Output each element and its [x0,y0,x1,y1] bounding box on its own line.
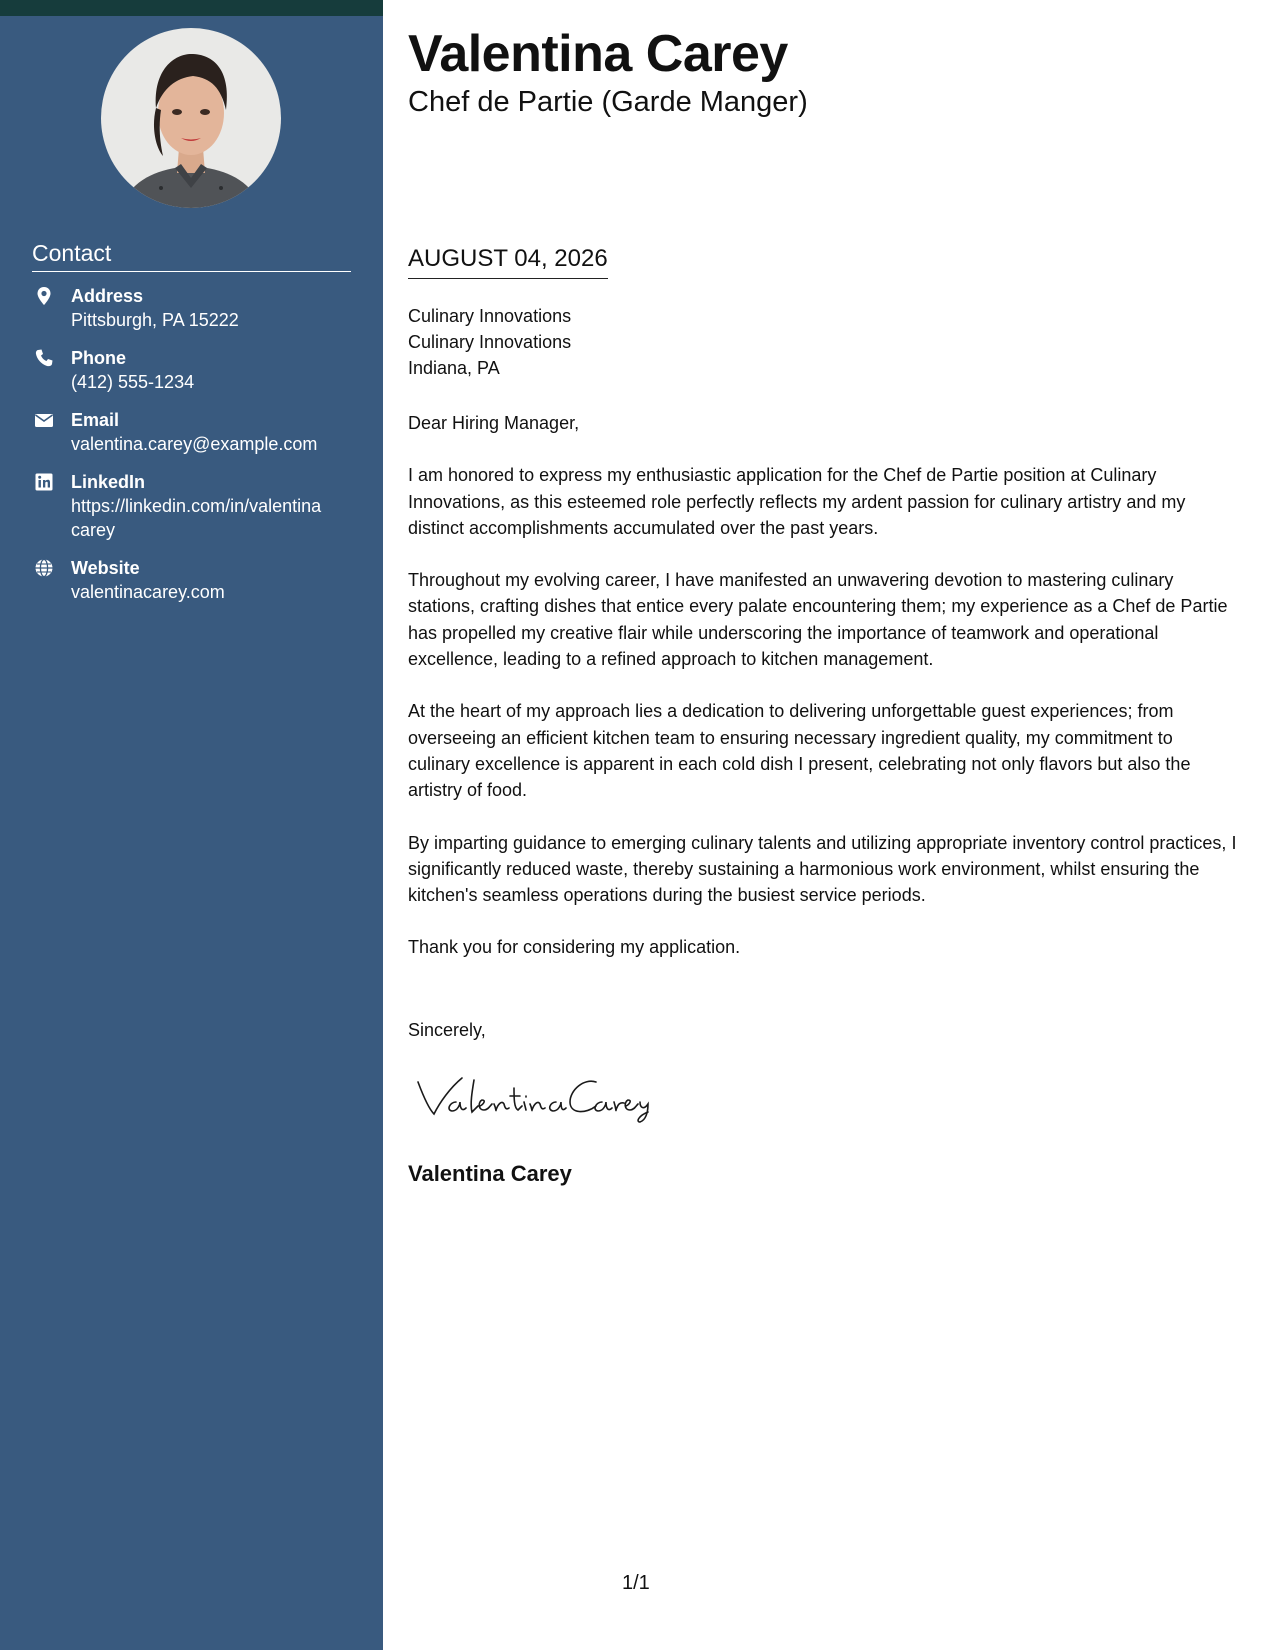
contact-heading: Contact [32,240,351,272]
envelope-icon [34,410,54,430]
letter-date: AUGUST 04, 2026 [408,244,608,279]
letter-body [408,410,1238,987]
body-paragraph: Thank you for considering my application. [408,937,741,958]
page-number: 1/1 [622,1572,650,1594]
contact-label: Website [71,558,140,578]
contact-value-continued[interactable]: carey [71,520,116,540]
salutation: Dear Hiring Manager, [408,413,580,433]
body-paragraph: I am honored to express my enthusiastic application for the Chef de Partie position at Culinary Innovations, as this esteemed role perfectly reflects my ardent passion for culinary artistry and my distinct accomplishments accumulated over the past years. [408,465,1186,538]
body-paragraph: By imparting guidance to emerging culinary talents and utilizing appropriate inventory control practices, I significantly reduced waste, thereby sustaining a harmonious work environment, whilst ensuring the kitchen's seamless operations during the busiest service periods. [408,832,1237,906]
contact-address [32,284,352,332]
contact-phone [32,346,352,394]
recipient-line: Culinary Innovations [408,306,572,326]
contact-label: LinkedIn [71,472,146,492]
phone-icon [34,348,54,368]
contact-label: Address [71,286,144,306]
contact-value[interactable]: valentina.carey@example.com [71,434,318,454]
linkedin-icon [34,472,54,492]
map-pin-icon [34,286,54,306]
contact-label: Phone [71,348,127,368]
signed-name: Valentina Carey [408,1161,572,1186]
body-paragraph: Throughout my evolving career, I have manifested an unwavering devotion to mastering culinary stations, crafting dishes that entice every palate encountering them; my experience as a Chef de Partie has propelled my creative flair while underscoring the importance of teamwork and operational excellence, leading to a refined approach to kitchen management. [408,570,1228,670]
contact-value: Pittsburgh, PA 15222 [71,310,239,330]
contact-value[interactable]: valentinacarey.com [71,582,225,602]
contact-email [32,408,352,456]
sidebar-top-bar [0,0,383,16]
applicant-role: Chef de Partie (Garde Manger) [408,86,808,118]
recipient-line: Culinary Innovations [408,332,572,352]
recipient-block [408,303,571,381]
closing: Sincerely, [408,1020,486,1040]
contact-value: (412) 555-1234 [71,372,195,392]
contact-website [32,556,352,604]
globe-icon [34,558,54,578]
recipient-line: Indiana, PA [408,358,500,378]
applicant-name: Valentina Carey [408,25,788,83]
body-paragraph: At the heart of my approach lies a dedication to delivering unforgettable guest experiences; from overseeing an efficient kitchen team to ensuring necessary ingredient quality, my commitment to culinary excellence is apparent in each cold dish I present, celebrating not only flavors but also the artistry of food. [408,701,1191,801]
profile-photo [101,28,281,208]
contact-label: Email [71,410,120,430]
handwritten-signature [410,1068,670,1124]
contact-value[interactable]: https://linkedin.com/in/valentina [71,496,322,516]
contact-list [32,284,352,618]
contact-linkedin [32,470,352,542]
